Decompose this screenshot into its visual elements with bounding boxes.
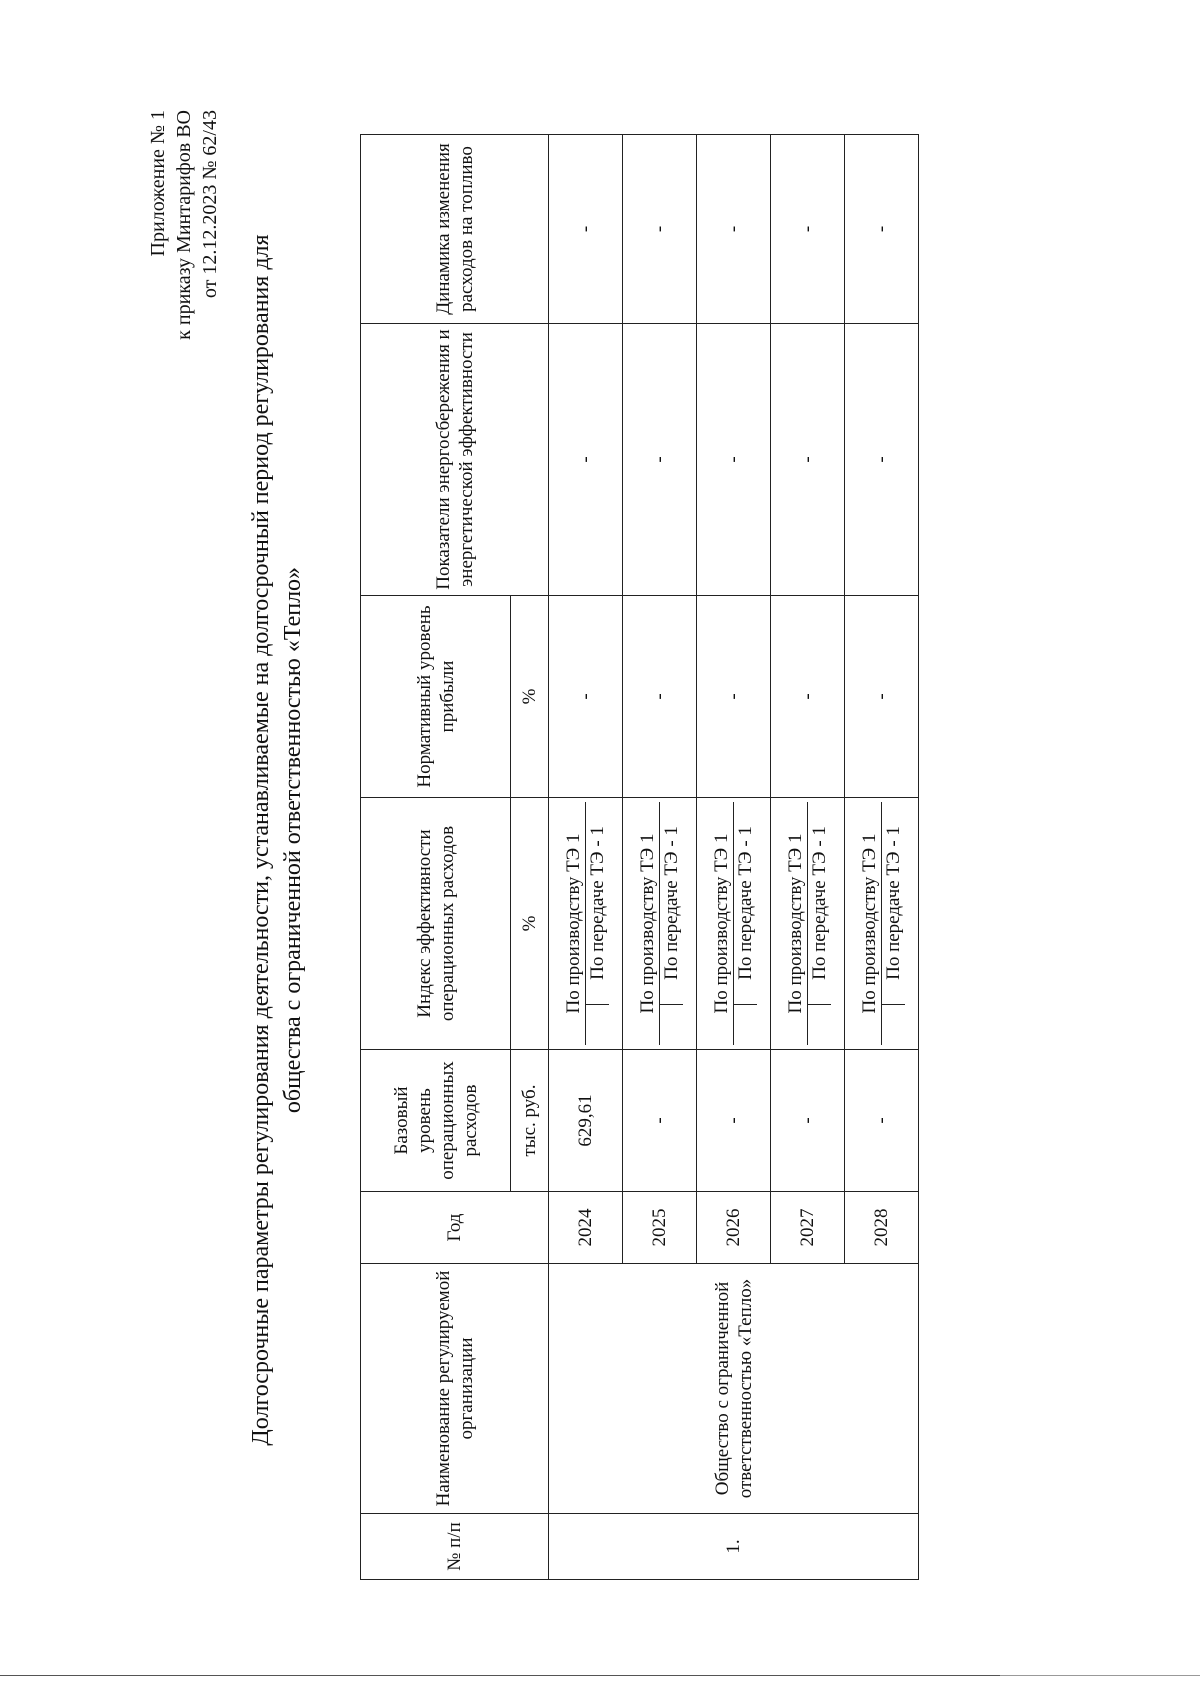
year-cell: 2028 — [845, 1192, 919, 1264]
index-production: По производству ТЭ 1 — [784, 802, 808, 1045]
base-cell: - — [697, 1050, 771, 1192]
year-cell: 2026 — [697, 1192, 771, 1264]
index-cell — [771, 798, 845, 1050]
header-org: Наименование регулируемой организации — [361, 1264, 549, 1514]
header-profit: Нормативный уровень прибыли — [361, 596, 511, 798]
fuel-cell: - — [697, 135, 771, 324]
index-transmission: По передаче ТЭ - 1 — [882, 802, 905, 1005]
title-line: Долгосрочные параметры регулирования деятельности, устанавливаемые на долгосрочный период регулирования для — [248, 234, 274, 1446]
energy-cell: - — [623, 324, 697, 596]
energy-cell: - — [771, 324, 845, 596]
index-cell — [549, 798, 623, 1050]
year-cell: 2027 — [771, 1192, 845, 1264]
appendix-line: Приложение № 1 — [147, 110, 169, 257]
base-cell: - — [623, 1050, 697, 1192]
fuel-cell: - — [845, 135, 919, 324]
unit-profit: % — [511, 596, 549, 798]
title-line: общества с ограниченной ответственностью «Тепло» — [280, 566, 306, 1114]
header-num: № п/п — [361, 1514, 549, 1580]
profit-cell: - — [771, 596, 845, 798]
unit-base: тыс. руб. — [511, 1050, 549, 1192]
appendix-line: к приказу Минтарифов ВО — [173, 110, 195, 340]
index-production: По производству ТЭ 1 — [562, 802, 586, 1045]
fuel-cell: - — [549, 135, 623, 324]
table-row — [549, 135, 623, 1580]
index-cell — [845, 798, 919, 1050]
parameters-table — [360, 134, 919, 1580]
header-base: Базовый уровень операционных расходов — [361, 1050, 511, 1192]
fuel-cell: - — [623, 135, 697, 324]
organization-name: Общество с ограниченной ответственностью «Тепло» — [549, 1264, 919, 1514]
index-transmission: По передаче ТЭ - 1 — [808, 802, 831, 1005]
document-page — [145, 100, 1105, 1580]
header-index: Индекс эффективности операционных расходов — [361, 798, 511, 1050]
fuel-cell: - — [771, 135, 845, 324]
appendix-reference — [145, 110, 223, 470]
base-cell: - — [845, 1050, 919, 1192]
profit-cell: - — [845, 596, 919, 798]
header-energy: Показатели энергосбережения и энергетической эффективности — [361, 324, 549, 596]
base-cell: 629,61 — [549, 1050, 623, 1192]
index-cell — [623, 798, 697, 1050]
profit-cell: - — [697, 596, 771, 798]
index-production: По производству ТЭ 1 — [858, 802, 882, 1045]
index-production: По производству ТЭ 1 — [710, 802, 734, 1045]
index-transmission: По передаче ТЭ - 1 — [586, 802, 609, 1005]
row-number: 1. — [549, 1514, 919, 1580]
profit-cell: - — [549, 596, 623, 798]
profit-cell: - — [623, 596, 697, 798]
document-title — [245, 120, 309, 1560]
year-cell: 2025 — [623, 1192, 697, 1264]
energy-cell: - — [697, 324, 771, 596]
header-fuel: Динамика изменения расходов на топливо — [361, 135, 549, 324]
index-transmission: По передаче ТЭ - 1 — [734, 802, 757, 1005]
index-cell — [697, 798, 771, 1050]
index-production: По производству ТЭ 1 — [636, 802, 660, 1045]
energy-cell: - — [549, 324, 623, 596]
index-transmission: По передаче ТЭ - 1 — [660, 802, 683, 1005]
year-cell: 2024 — [549, 1192, 623, 1264]
energy-cell: - — [845, 324, 919, 596]
scan-edge-line — [1000, 1675, 1200, 1676]
base-cell: - — [771, 1050, 845, 1192]
appendix-line: от 12.12.2023 № 62/43 — [199, 110, 221, 299]
unit-index: % — [511, 798, 549, 1050]
header-year: Год — [361, 1192, 549, 1264]
header-row — [361, 135, 511, 1580]
